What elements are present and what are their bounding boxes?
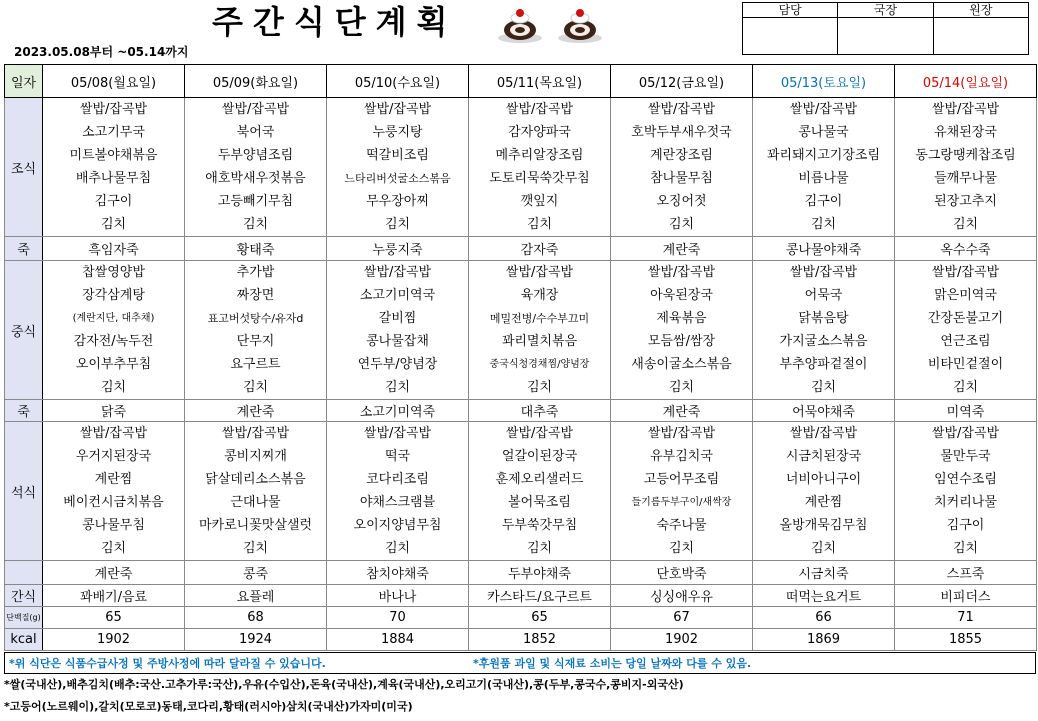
protein-row-cell: 65 xyxy=(469,607,611,629)
menu-cell xyxy=(327,422,469,561)
menu-item: 물만두국 xyxy=(940,448,991,464)
signature-cell[interactable] xyxy=(933,18,1028,55)
menu-cell xyxy=(327,98,469,237)
menu-item: 쌀밥/잡곡밥 xyxy=(931,425,1000,441)
menu-item: 시금치된장국 xyxy=(785,448,862,464)
menu-item: 야채스크램블 xyxy=(359,494,436,510)
snack-row-cell: 요플레 xyxy=(185,585,327,607)
menu-item: 계란찜 xyxy=(94,471,133,487)
menu-item: 김치 xyxy=(242,379,269,395)
snack-row-cell: 비피더스 xyxy=(895,585,1037,607)
menu-item: 중국식청경채찜/양념장 xyxy=(489,358,590,370)
menu-item: 김치 xyxy=(100,540,127,556)
dinner-juk-row xyxy=(5,561,1037,585)
menu-cell xyxy=(895,98,1037,237)
breakfast-juk-row xyxy=(5,237,1037,261)
menu-item: 콩나물무침 xyxy=(82,517,145,533)
menu-item: 김구이 xyxy=(94,193,133,209)
lunch-juk-row xyxy=(5,400,1037,422)
menu-cell xyxy=(43,261,185,400)
breakfast-juk-row-cell: 황태죽 xyxy=(185,237,327,261)
menu-item: 김치 xyxy=(242,216,269,232)
menu-item: 누룽지탕 xyxy=(372,124,423,140)
menu-item: 오이지양념무침 xyxy=(353,517,442,533)
day-header: 05/13(토요일) xyxy=(753,65,895,98)
row-label: 단백질(g) xyxy=(5,607,43,629)
menu-cell xyxy=(185,422,327,561)
menu-item: 떡갈비조림 xyxy=(366,147,429,163)
menu-item: 맑은미역국 xyxy=(934,287,997,303)
meal-label: 중식 xyxy=(5,261,43,400)
lunch-juk-row-cell: 계란죽 xyxy=(611,400,753,422)
menu-item: 쌀밥/잡곡밥 xyxy=(789,101,858,117)
menu-item: 쌀밥/잡곡밥 xyxy=(931,101,1000,117)
menu-item: 동그랑땡케찹조림 xyxy=(915,147,1016,163)
menu-item: 김치 xyxy=(810,540,837,556)
menu-item: 도토리묵쑥갓무침 xyxy=(489,170,590,186)
dinner-juk-row-cell: 스프죽 xyxy=(895,561,1037,585)
lunch-row xyxy=(5,261,1037,400)
row-label: 죽 xyxy=(5,237,43,261)
menu-cell xyxy=(43,98,185,237)
menu-cell xyxy=(185,261,327,400)
row-label xyxy=(5,561,43,585)
menu-cell xyxy=(611,422,753,561)
menu-cell xyxy=(327,261,469,400)
breakfast-juk-row-cell: 감자죽 xyxy=(469,237,611,261)
menu-item: 어묵국 xyxy=(804,287,843,303)
approval-label: 담당 xyxy=(743,3,838,18)
menu-item: 닭볶음탕 xyxy=(798,310,849,326)
menu-item: 두부양념조림 xyxy=(217,147,294,163)
day-header: 05/12(금요일) xyxy=(611,65,753,98)
menu-item: 요구르트 xyxy=(230,356,281,372)
menu-item: 임연수조림 xyxy=(934,471,997,487)
menu-item: 추가밥 xyxy=(236,264,275,280)
menu-item: 비타민겉절이 xyxy=(927,356,1004,372)
menu-cell xyxy=(895,422,1037,561)
dinner-juk-row-cell: 단호박죽 xyxy=(611,561,753,585)
menu-item: 깻잎지 xyxy=(520,193,559,209)
menu-item: 숙주나물 xyxy=(656,517,707,533)
menu-item: 우거지된장국 xyxy=(75,448,152,464)
menu-item: 김치 xyxy=(810,379,837,395)
menu-item: 쌀밥/잡곡밥 xyxy=(789,264,858,280)
date-header-label: 일자 xyxy=(5,65,43,98)
row-label: kcal xyxy=(5,629,43,651)
dinner-juk-row-cell: 두부야채죽 xyxy=(469,561,611,585)
protein-row-cell: 65 xyxy=(43,607,185,629)
menu-item: 들깨무나물 xyxy=(934,170,997,186)
menu-item: 쌀밥/잡곡밥 xyxy=(647,264,716,280)
meal-label: 조식 xyxy=(5,98,43,237)
breakfast-juk-row-cell: 옥수수죽 xyxy=(895,237,1037,261)
meal-label: 석식 xyxy=(5,422,43,561)
menu-cell xyxy=(611,98,753,237)
menu-item: 참나물무침 xyxy=(650,170,713,186)
menu-item: 육개장 xyxy=(520,287,559,303)
approval-label: 국장 xyxy=(838,3,933,18)
menu-item: 계란찜 xyxy=(804,494,843,510)
menu-item: 유부김치국 xyxy=(650,448,713,464)
kcal-row-cell: 1855 xyxy=(895,629,1037,651)
menu-item: 근대나물 xyxy=(230,494,281,510)
menu-item: 고등어무조림 xyxy=(643,471,720,487)
menu-item: 메추리알장조림 xyxy=(495,147,584,163)
notice-bar xyxy=(4,652,1036,674)
menu-item: 오징어젓 xyxy=(656,193,707,209)
menu-item: 김치 xyxy=(526,379,553,395)
snack-row-cell: 꽈배기/음료 xyxy=(43,585,185,607)
menu-item: 김치 xyxy=(668,379,695,395)
menu-item: 찹쌀영양밥 xyxy=(82,264,145,280)
lunch-juk-row-cell: 계란죽 xyxy=(185,400,327,422)
menu-item: 김치 xyxy=(384,379,411,395)
menu-item: 김구이 xyxy=(946,517,985,533)
menu-item: 계란장조림 xyxy=(650,147,713,163)
menu-item: 쌀밥/잡곡밥 xyxy=(789,425,858,441)
menu-cell xyxy=(185,98,327,237)
menu-item: 김치 xyxy=(526,216,553,232)
menu-item: 베이컨시금치볶음 xyxy=(63,494,164,510)
approval-label: 원장 xyxy=(933,3,1028,18)
menu-item: 쌀밥/잡곡밥 xyxy=(363,101,432,117)
menu-item: 표고버섯탕수/유자d xyxy=(207,311,304,325)
date-range: 2023.05.08부터 ~05.14까지 xyxy=(14,45,189,59)
protein-row-cell: 71 xyxy=(895,607,1037,629)
menu-item: 쌀밥/잡곡밥 xyxy=(221,425,290,441)
menu-item: 갈비찜 xyxy=(378,310,417,326)
menu-item: 미트볼야채볶음 xyxy=(69,147,158,163)
signature-cell[interactable] xyxy=(743,18,838,55)
menu-item: 가지굴소스볶음 xyxy=(779,333,868,349)
origin-note: *고등어(노르웨이),갈치(모로코)동태,코다리,황태(러시아)삼치(국내산)가자미(미국) xyxy=(4,700,413,713)
menu-item: 북어국 xyxy=(236,124,275,140)
cake-roll-icon xyxy=(496,4,544,44)
menu-item: 김치 xyxy=(668,216,695,232)
menu-item: 비름나물 xyxy=(798,170,849,186)
menu-cell xyxy=(469,261,611,400)
notice-right: *후원품 과일 및 식재료 소비는 당일 날짜와 다를 수 있음. xyxy=(473,657,752,670)
menu-cell xyxy=(469,422,611,561)
menu-item: 김치 xyxy=(242,540,269,556)
menu-item: 치커리나물 xyxy=(934,494,997,510)
protein-row xyxy=(5,607,1037,629)
breakfast-juk-row-cell: 콩나물야채죽 xyxy=(753,237,895,261)
kcal-row-cell: 1869 xyxy=(753,629,895,651)
day-header: 05/14(일요일) xyxy=(895,65,1037,98)
menu-item: 들기름두부구이/새싹장 xyxy=(631,496,732,508)
menu-item: 소고기무국 xyxy=(82,124,145,140)
snack-row-cell: 카스타드/요구르트 xyxy=(469,585,611,607)
menu-item: 쌀밥/잡곡밥 xyxy=(363,425,432,441)
breakfast-juk-row-cell: 누룽지죽 xyxy=(327,237,469,261)
menu-item: 쌀밥/잡곡밥 xyxy=(79,425,148,441)
snack-row-cell: 바나나 xyxy=(327,585,469,607)
menu-item: 호박두부새우젓국 xyxy=(631,124,732,140)
menu-item: 마카로니꽃맛살샐럿 xyxy=(198,517,313,533)
approval-box xyxy=(742,2,1029,55)
menu-item: 콩나물잡채 xyxy=(366,333,429,349)
menu-item: 아욱된장국 xyxy=(650,287,713,303)
menu-item: 얼갈이된장국 xyxy=(501,448,578,464)
menu-item: 새송이굴소스볶음 xyxy=(631,356,732,372)
menu-item: 애호박새우젓볶음 xyxy=(205,170,306,186)
row-label: 간식 xyxy=(5,585,43,607)
menu-item: 모듬쌈/쌈장 xyxy=(647,333,716,349)
menu-item: 김치 xyxy=(384,540,411,556)
menu-item: 꽈리멸치볶음 xyxy=(501,333,578,349)
menu-item: 감자전/녹두전 xyxy=(73,333,154,349)
snack-row-cell: 떠먹는요거트 xyxy=(753,585,895,607)
menu-item: 김치 xyxy=(952,540,979,556)
menu-item: 간장돈불고기 xyxy=(927,310,1004,326)
signature-cell[interactable] xyxy=(838,18,933,55)
menu-item: 쌀밥/잡곡밥 xyxy=(363,264,432,280)
menu-item: 김치 xyxy=(952,216,979,232)
dinner-juk-row-cell: 참치야채죽 xyxy=(327,561,469,585)
protein-row-cell: 70 xyxy=(327,607,469,629)
lunch-juk-row-cell: 미역죽 xyxy=(895,400,1037,422)
menu-item: 연두부/양념장 xyxy=(357,356,438,372)
menu-item: 짜장면 xyxy=(236,287,275,303)
menu-item: 연근조림 xyxy=(940,333,991,349)
breakfast-juk-row-cell: 흑임자죽 xyxy=(43,237,185,261)
menu-item: 콩나물국 xyxy=(798,124,849,140)
row-label: 죽 xyxy=(5,400,43,422)
dinner-juk-row-cell: 계란죽 xyxy=(43,561,185,585)
menu-cell xyxy=(753,98,895,237)
menu-item: 김치 xyxy=(384,216,411,232)
lunch-juk-row-cell: 대추죽 xyxy=(469,400,611,422)
origin-note: *쌀(국내산),배추김치(배추:국산.고추가루:국산),우유(수입산),돈육(국내산),계육(국내산),오리고기(국내산),콩(두부,콩국수,콩비지-외국산) xyxy=(4,678,684,691)
snack-row-cell: 싱싱애우유 xyxy=(611,585,753,607)
kcal-row-cell: 1884 xyxy=(327,629,469,651)
menu-item: 쌀밥/잡곡밥 xyxy=(79,101,148,117)
menu-item: 올방개묵김무침 xyxy=(779,517,868,533)
header-row xyxy=(5,65,1037,98)
lunch-juk-row-cell: 소고기미역죽 xyxy=(327,400,469,422)
menu-item: 김치 xyxy=(810,216,837,232)
menu-item: 김치 xyxy=(952,379,979,395)
menu-item: 너비아니구이 xyxy=(785,471,862,487)
kcal-row-cell: 1902 xyxy=(611,629,753,651)
menu-item: 무우장아찌 xyxy=(366,193,429,209)
menu-item: 꽈리돼지고기장조림 xyxy=(766,147,881,163)
menu-item: 김치 xyxy=(526,540,553,556)
kcal-row-cell: 1902 xyxy=(43,629,185,651)
protein-row-cell: 68 xyxy=(185,607,327,629)
menu-item: 배추나물무침 xyxy=(75,170,152,186)
dinner-juk-row-cell: 시금치죽 xyxy=(753,561,895,585)
menu-item: 느타리버섯굴소스볶음 xyxy=(344,171,451,185)
menu-cell xyxy=(895,261,1037,400)
menu-item: 훈제오리샐러드 xyxy=(495,471,584,487)
menu-item: 쌀밥/잡곡밥 xyxy=(931,264,1000,280)
day-header: 05/10(수요일) xyxy=(327,65,469,98)
menu-item: 고등빼기무침 xyxy=(217,193,294,209)
notice-left: *위 식단은 식품수급사정 및 주방사정에 따라 달라질 수 있습니다. xyxy=(9,657,326,670)
menu-item: 쌀밥/잡곡밥 xyxy=(221,101,290,117)
breakfast-juk-row-cell: 계란죽 xyxy=(611,237,753,261)
kcal-row-cell: 1924 xyxy=(185,629,327,651)
menu-item: 단무지 xyxy=(236,333,275,349)
menu-cell xyxy=(753,422,895,561)
cake-roll-icon xyxy=(556,4,604,44)
menu-item: 제육볶음 xyxy=(656,310,707,326)
protein-row-cell: 67 xyxy=(611,607,753,629)
menu-table xyxy=(4,64,1037,651)
dinner-row xyxy=(5,422,1037,561)
menu-cell xyxy=(611,261,753,400)
day-header: 05/08(월요일) xyxy=(43,65,185,98)
menu-item: 김치 xyxy=(668,540,695,556)
menu-item: 쌀밥/잡곡밥 xyxy=(505,101,574,117)
menu-item: (계란지단, 대추채) xyxy=(72,312,155,324)
menu-item: 김치 xyxy=(100,379,127,395)
menu-cell xyxy=(753,261,895,400)
snack-row xyxy=(5,585,1037,607)
protein-row-cell: 66 xyxy=(753,607,895,629)
menu-item: 두부쑥갓무침 xyxy=(501,517,578,533)
menu-item: 오이부추무침 xyxy=(75,356,152,372)
menu-item: 쌀밥/잡곡밥 xyxy=(647,101,716,117)
menu-item: 쌀밥/잡곡밥 xyxy=(505,264,574,280)
lunch-juk-row-cell: 어묵야채죽 xyxy=(753,400,895,422)
menu-cell xyxy=(43,422,185,561)
day-header: 05/11(목요일) xyxy=(469,65,611,98)
menu-item: 콩비지찌개 xyxy=(224,448,287,464)
menu-cell xyxy=(469,98,611,237)
menu-item: 김치 xyxy=(100,216,127,232)
menu-item: 메밀전병/수수부끄미 xyxy=(489,311,590,325)
menu-item: 유채된장국 xyxy=(934,124,997,140)
kcal-row xyxy=(5,629,1037,651)
dinner-juk-row-cell: 콩죽 xyxy=(185,561,327,585)
menu-item: 감자양파국 xyxy=(508,124,571,140)
menu-item: 닭살데리소스볶음 xyxy=(205,471,306,487)
menu-item: 부추양파겉절이 xyxy=(779,356,868,372)
breakfast-row xyxy=(5,98,1037,237)
page-title: 주간식단계획 xyxy=(212,3,458,41)
menu-item: 코다리조림 xyxy=(366,471,429,487)
lunch-juk-row-cell: 닭죽 xyxy=(43,400,185,422)
kcal-row-cell: 1852 xyxy=(469,629,611,651)
menu-item: 김구이 xyxy=(804,193,843,209)
menu-item: 볼어묵조림 xyxy=(508,494,571,510)
menu-item: 장각삼계탕 xyxy=(82,287,145,303)
menu-item: 쌀밥/잡곡밥 xyxy=(647,425,716,441)
menu-item: 소고기미역국 xyxy=(359,287,436,303)
menu-item: 떡국 xyxy=(384,448,411,464)
menu-item: 된장고추지 xyxy=(934,193,997,209)
day-header: 05/09(화요일) xyxy=(185,65,327,98)
menu-item: 쌀밥/잡곡밥 xyxy=(505,425,574,441)
